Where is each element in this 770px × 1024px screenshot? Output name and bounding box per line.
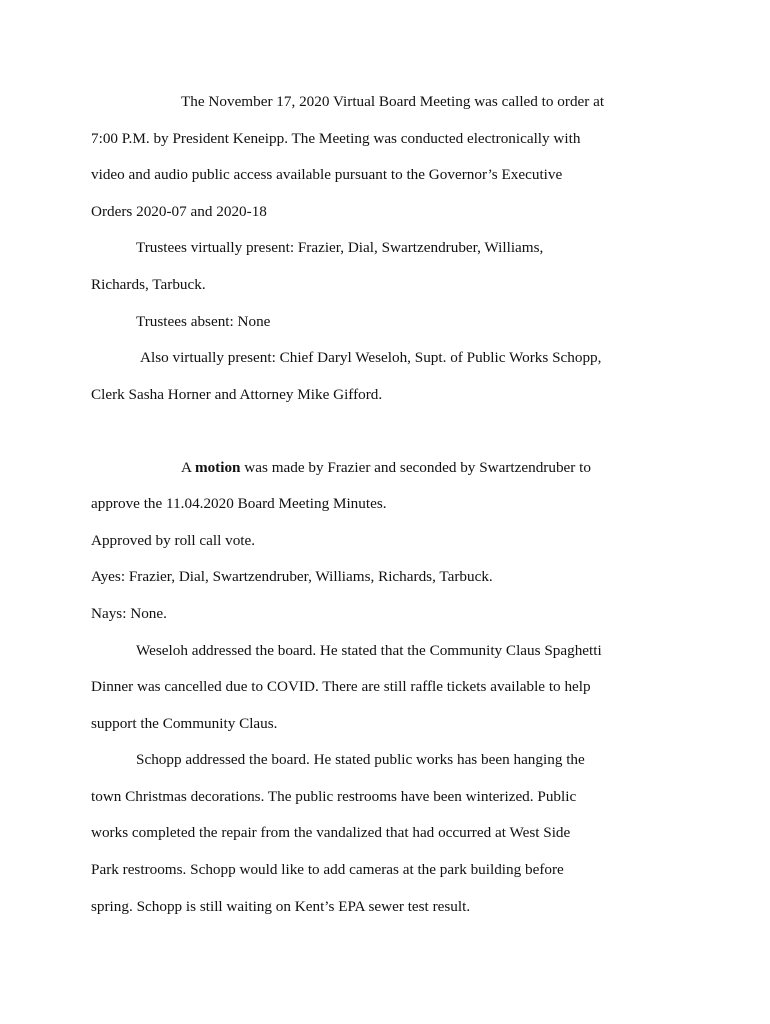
text-line: works completed the repair from the vandalized that had occurred at West Side xyxy=(91,824,571,841)
text-line: support the Community Claus. xyxy=(91,715,278,732)
text-line: Also virtually present: Chief Daryl Weseloh, Supt. of Public Works Schopp, xyxy=(140,349,602,366)
text-line: 7:00 P.M. by President Keneipp. The Meeting was conducted electronically with xyxy=(91,130,581,147)
text-line: Weseloh addressed the board. He stated that the Community Claus Spaghetti xyxy=(136,642,602,659)
motion-rest: was made by Frazier and seconded by Swartzendruber to xyxy=(240,459,591,476)
motion-keyword: motion xyxy=(194,459,241,476)
motion-prefix: A xyxy=(181,459,195,476)
text-line: Richards, Tarbuck. xyxy=(91,276,206,293)
text-line: The November 17, 2020 Virtual Board Meeting was called to order at xyxy=(181,93,605,110)
motion-line xyxy=(181,459,591,477)
text-line: Dinner was cancelled due to COVID. There are still raffle tickets available to help xyxy=(91,678,591,695)
text-line: town Christmas decorations. The public restrooms have been winterized. Public xyxy=(91,788,577,805)
text-line: spring. Schopp is still waiting on Kent’s EPA sewer test result. xyxy=(91,898,471,915)
text-line: Clerk Sasha Horner and Attorney Mike Gifford. xyxy=(91,386,383,403)
text-line: video and audio public access available pursuant to the Governor’s Executive xyxy=(91,166,563,183)
text-line: Trustees absent: None xyxy=(136,313,271,330)
text-line: Trustees virtually present: Frazier, Dial, Swartzendruber, Williams, xyxy=(136,239,544,256)
text-line: Orders 2020-07 and 2020-18 xyxy=(91,203,267,220)
text-line: Nays: None. xyxy=(91,605,167,622)
text-line: Ayes: Frazier, Dial, Swartzendruber, Williams, Richards, Tarbuck. xyxy=(91,568,493,585)
text-line: approve the 11.04.2020 Board Meeting Minutes. xyxy=(91,495,387,512)
text-line: Schopp addressed the board. He stated public works has been hanging the xyxy=(136,751,585,768)
text-line: Park restrooms. Schopp would like to add cameras at the park building before xyxy=(91,861,564,878)
text-line: Approved by roll call vote. xyxy=(91,532,256,549)
